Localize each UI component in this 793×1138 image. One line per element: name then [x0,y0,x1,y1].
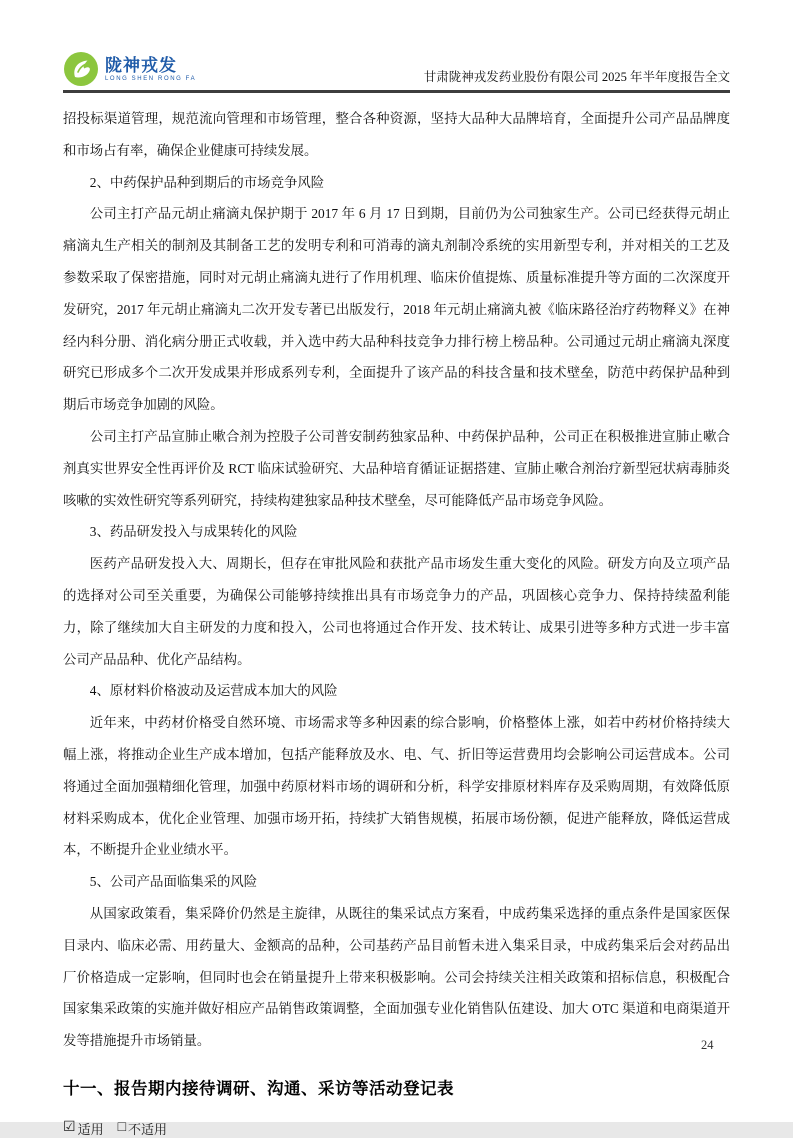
applicability-row [63,1119,730,1138]
logo-brand-cn: 陇神戎发 [105,55,177,75]
page-body [63,103,730,1138]
page-number: 24 [701,1038,714,1052]
applicable-label: 适用 [77,1121,104,1137]
not-applicable-option [118,1119,167,1138]
page-header [63,46,730,93]
not-applicable-label: 不适用 [128,1121,168,1137]
paragraph: 从国家政策看，集采降价仍然是主旋律，从既往的集采试点方案看，中成药集采选择的重点条件是国家医保目录内、临床必需、用药量大、金额高的品种，公司基药产品目前暂未进入集采目录，中成药集采后会对药品出厂价格造成一定影响，但同时也会在销量提升上带来积极影响。公司会持续关注相关政策和招标信息，积极配合国家集采政策的实施并做好相应产品销售政策调整，全面加强专业化销售队伍建设、加大 OTC 渠道和电商渠道开发等措施提升市场销量。 [63,905,730,1049]
checked-checkbox-icon: ☑ [63,1120,76,1136]
risk-subheading: 3、药品研发投入与成果转化的风险 [89,524,298,540]
logo-text [105,57,196,82]
logo-brand-en: LONG SHEN RONG FA [105,75,197,82]
applicable-option [63,1119,104,1138]
risk-subheading: 2、中药保护品种到期后的市场竞争风险 [89,174,325,190]
report-title: 甘肃陇神戎发药业股份有限公司 2025 年半年度报告全文 [423,70,730,84]
section-heading: 十一、报告期内接待调研、沟通、采访等活动登记表 [63,1079,454,1098]
logo-icon [63,51,99,87]
paragraph: 公司主打产品元胡止痛滴丸保护期于 2017 年 6 月 17 日到期，目前仍为公司独家生产。公司已经获得元胡止痛滴丸生产相关的制剂及其制备工艺的发明专利和可消毒的滴丸剂制冷系统的实用新型专利，并对相关的工艺及参数采取了保密措施，同时对元胡止痛滴丸进行了作用机理、临床价值提炼、质量标准提升等方面的二次深度开发研究，2017 年元胡止痛滴丸二次开发专著已出版发行，2018 年元胡止痛滴丸被《临床路径治疗药物释义》在神经内科分册、消化病分册正式收载，并入选中药大品种科技竞争力排行榜上榜品种。公司通过元胡止痛滴丸深度研究已形成多个二次开发成果并形成系列专利，全面提升了该产品的科技含量和技术壁垒，防范中药保护品种到期后市场竞争加剧的风险。 [63,206,730,413]
paragraph: 医药产品研发投入大、周期长，但存在审批风险和获批产品市场发生重大变化的风险。研发方向及立项产品的选择对公司至关重要，为确保公司能够持续推出具有市场竞争力的产品，巩固核心竞争力、保持持续盈利能力，除了继续加大自主研发的力度和投入，公司也将通过合作开发、技术转让、成果引进等多种方式进一步丰富公司产品品种、优化产品结构。 [63,556,730,667]
risk-subheading: 4、原材料价格波动及运营成本加大的风险 [89,683,338,699]
risk-subheading: 5、公司产品面临集采的风险 [89,874,258,890]
company-logo [63,51,196,87]
paragraph: 近年来，中药材价格受自然环境、市场需求等多种因素的综合影响，价格整体上涨，如若中药材价格持续大幅上涨，将推动企业生产成本增加，包括产能释放及水、电、气、折旧等运营费用均会影响公司运营成本。公司将通过全面加强精细化管理，加强中药原材料市场的调研和分析，科学安排原材料库存及采购周期，有效降低原材料采购成本，优化企业管理、加强市场开拓，持续扩大销售规模，拓展市场份额，促进产能释放，降低运营成本，不断提升企业业绩水平。 [63,715,730,858]
paragraph: 公司主打产品宣肺止嗽合剂为控股子公司普安制药独家品种、中药保护品种，公司正在积极推进宣肺止嗽合剂真实世界安全性再评价及 RCT 临床试验研究、大品种培育循证证据搭建、宣肺止嗽合剂治疗新型冠状病毒肺炎咳嗽的实效性研究等系列研究，持续构建独家品种技术壁垒，尽可能降低产品市场竞争风险。 [63,428,730,508]
paragraph: 招投标渠道管理，规范流向管理和市场管理，整合各种资源，坚持大品种大品牌培育，全面提升公司产品品牌度和市场占有率，确保企业健康可持续发展。 [63,111,730,158]
unchecked-checkbox-icon: □ [117,1120,127,1136]
